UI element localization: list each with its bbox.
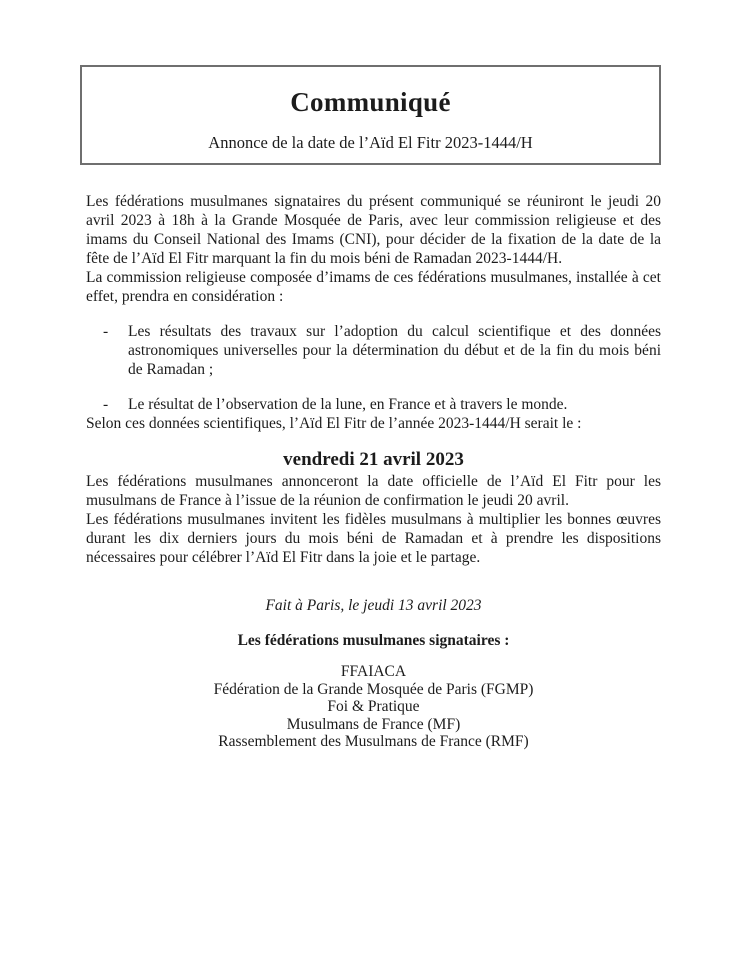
bullet-marker: - — [103, 396, 109, 413]
announced-date: vendredi 21 avril 2023 — [283, 449, 464, 470]
paragraph-invitation: Les fédérations musulmanes invitent les fidèles musulmans à multiplier les bonnes œuvres durant les dix derniers jours du mois béni de Ramadan et à prendre les dispositions nécessaires pour célébrer l’Aïd El Fitr dans la joie et le partage. — [86, 511, 661, 566]
signatory-fgmp: Fédération de la Grande Mosquée de Paris (FGMP) — [213, 680, 534, 698]
document-body — [86, 192, 661, 751]
signatories-heading: Les fédérations musulmanes signataires : — [237, 632, 510, 649]
signatories-list — [86, 663, 661, 751]
document-subtitle: Annonce de la date de l’Aïd El Fitr 2023-1444/H — [208, 133, 533, 152]
paragraph-meeting-announcement: Les fédérations musulmanes signataires du présent communiqué se réuniront le jeudi 20 avril 2023 à 18h à la Grande Mosquée de Paris, avec leur commission religieuse et des imams du Conseil National des Imams (CNI), pour décider de la fixation de la date de la fête de l’Aïd El Fitr marquant la fin du mois béni de Ramadan 2023-1444/H. — [86, 193, 661, 267]
signatory-rmf: Rassemblement des Musulmans de France (RMF) — [218, 733, 529, 750]
bullet-marker: - — [103, 323, 109, 340]
document-title: Communiqué — [290, 87, 451, 117]
signatory-mf: Musulmans de France (MF) — [286, 715, 461, 733]
paragraph-date-intro: Selon ces données scientifiques, l’Aïd El Fitr de l’année 2023-1444/H serait le : — [86, 415, 582, 432]
bullet-text: Le résultat de l’observation de la lune, en France et à travers le monde. — [128, 396, 568, 413]
paragraph-commission: La commission religieuse composée d’imams de ces fédérations musulmanes, installée à cet effet, prendra en considération : — [86, 269, 661, 305]
bullet-item-scientific-calculation — [86, 322, 661, 379]
header-box — [80, 65, 661, 165]
signatory-ffaiaca: FFAIACA — [340, 663, 407, 680]
paragraph-official-announcement: Les fédérations musulmanes annonceront la date officielle de l’Aïd El Fitr pour les musulmans de France à l’issue de la réunion de confirmation le jeudi 20 avril. — [86, 473, 661, 509]
bullet-text: Les résultats des travaux sur l’adoption du calcul scientifique et des données astronomiques universelles pour la détermination du début et de la fin du mois béni de Ramadan ; — [128, 323, 661, 378]
signatory-foi-et-pratique: Foi & Pratique — [327, 698, 420, 715]
bullet-item-moon-observation — [86, 395, 661, 414]
place-and-date-line: Fait à Paris, le jeudi 13 avril 2023 — [265, 597, 482, 614]
